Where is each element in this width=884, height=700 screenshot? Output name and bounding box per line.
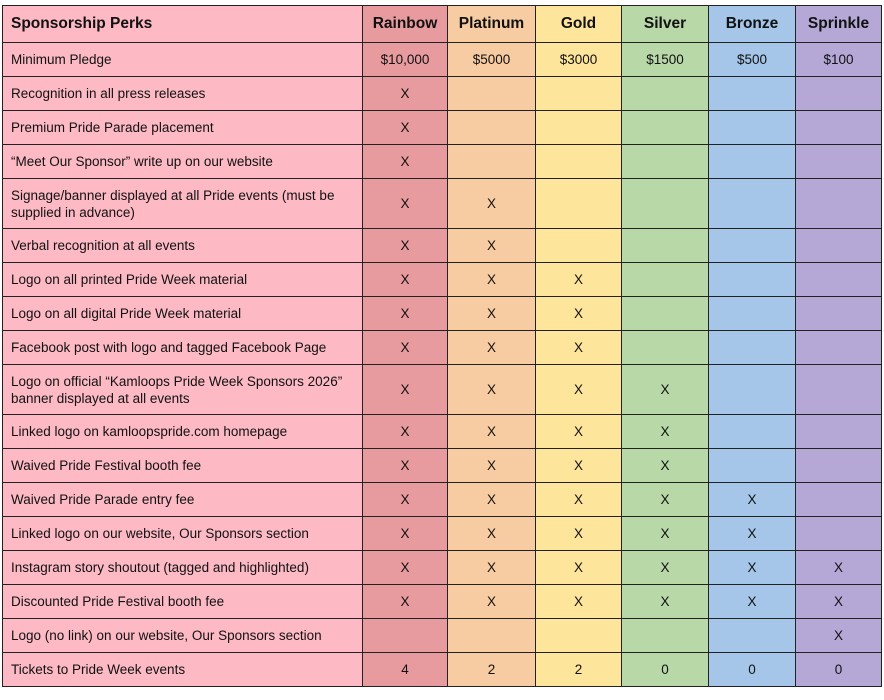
header-row	[3, 6, 882, 43]
table-row	[3, 331, 882, 365]
table-row	[3, 551, 882, 585]
perk-label: Recognition in all press releases	[3, 77, 363, 111]
tier-cell-platinum: X	[448, 331, 536, 365]
tier-cell-bronze: X	[709, 517, 796, 551]
table-row	[3, 585, 882, 619]
tier-cell-sprinkle: X	[796, 585, 882, 619]
tier-cell-sprinkle	[796, 483, 882, 517]
tier-cell-bronze: $500	[709, 43, 796, 77]
tier-cell-gold: X	[536, 365, 622, 415]
tier-cell-gold	[536, 77, 622, 111]
table-row	[3, 297, 882, 331]
tier-cell-rainbow: X	[363, 179, 448, 229]
tier-cell-sprinkle	[796, 297, 882, 331]
tier-cell-sprinkle	[796, 449, 882, 483]
tier-cell-silver	[622, 77, 709, 111]
tier-cell-sprinkle	[796, 365, 882, 415]
tier-cell-rainbow: $10,000	[363, 43, 448, 77]
tier-header-gold: Gold	[536, 6, 622, 43]
tier-cell-rainbow: X	[363, 297, 448, 331]
perk-label: Instagram story shoutout (tagged and highlighted)	[3, 551, 363, 585]
table-row	[3, 111, 882, 145]
tier-cell-platinum: X	[448, 483, 536, 517]
tier-cell-gold: X	[536, 517, 622, 551]
tier-cell-sprinkle	[796, 229, 882, 263]
table-row	[3, 449, 882, 483]
tier-cell-rainbow: X	[363, 449, 448, 483]
table-row	[3, 179, 882, 229]
tier-cell-silver: X	[622, 483, 709, 517]
perks-header: Sponsorship Perks	[3, 6, 363, 43]
tier-cell-gold: X	[536, 297, 622, 331]
table-row	[3, 415, 882, 449]
perk-label: Verbal recognition at all events	[3, 229, 363, 263]
perk-label: Logo (no link) on our website, Our Sponsors section	[3, 619, 363, 653]
tier-cell-platinum: X	[448, 229, 536, 263]
tier-header-bronze: Bronze	[709, 6, 796, 43]
tier-cell-platinum: 2	[448, 653, 536, 687]
tier-cell-gold: X	[536, 331, 622, 365]
tier-cell-sprinkle	[796, 179, 882, 229]
table-row	[3, 619, 882, 653]
tier-cell-sprinkle: $100	[796, 43, 882, 77]
sponsorship-table	[2, 5, 882, 687]
tier-cell-gold	[536, 619, 622, 653]
tier-cell-bronze	[709, 263, 796, 297]
tier-cell-sprinkle	[796, 145, 882, 179]
tier-cell-silver: X	[622, 415, 709, 449]
perk-label: Facebook post with logo and tagged Facebook Page	[3, 331, 363, 365]
tier-cell-rainbow: X	[363, 517, 448, 551]
tier-cell-bronze	[709, 297, 796, 331]
tier-cell-platinum	[448, 111, 536, 145]
tier-cell-rainbow: X	[363, 483, 448, 517]
tier-cell-bronze	[709, 365, 796, 415]
tier-cell-platinum: X	[448, 179, 536, 229]
tier-cell-bronze	[709, 229, 796, 263]
tier-header-silver: Silver	[622, 6, 709, 43]
tier-cell-sprinkle: X	[796, 619, 882, 653]
tier-cell-rainbow: X	[363, 77, 448, 111]
tier-cell-bronze: X	[709, 483, 796, 517]
tier-cell-silver	[622, 145, 709, 179]
tier-cell-silver	[622, 229, 709, 263]
tier-cell-rainbow	[363, 619, 448, 653]
table-row	[3, 263, 882, 297]
tier-cell-silver: $1500	[622, 43, 709, 77]
tier-cell-rainbow: X	[363, 331, 448, 365]
tier-cell-gold: X	[536, 449, 622, 483]
tier-cell-silver: X	[622, 517, 709, 551]
tier-cell-gold: X	[536, 263, 622, 297]
tier-cell-gold: $3000	[536, 43, 622, 77]
tier-cell-rainbow: X	[363, 585, 448, 619]
perk-label: Logo on all digital Pride Week material	[3, 297, 363, 331]
tier-cell-silver	[622, 297, 709, 331]
tier-cell-silver	[622, 331, 709, 365]
tier-cell-bronze	[709, 77, 796, 111]
tier-cell-platinum: X	[448, 449, 536, 483]
tier-cell-bronze	[709, 619, 796, 653]
tier-cell-silver	[622, 111, 709, 145]
table-row	[3, 365, 882, 415]
tier-cell-silver: X	[622, 449, 709, 483]
perk-label: Logo on all printed Pride Week material	[3, 263, 363, 297]
table-row	[3, 483, 882, 517]
tier-cell-silver: X	[622, 585, 709, 619]
tier-cell-gold: X	[536, 585, 622, 619]
tier-cell-silver	[622, 263, 709, 297]
tier-cell-silver: 0	[622, 653, 709, 687]
tier-cell-silver	[622, 179, 709, 229]
tier-cell-rainbow: X	[363, 551, 448, 585]
tier-cell-silver	[622, 619, 709, 653]
tier-cell-silver: X	[622, 365, 709, 415]
perk-label: Linked logo on our website, Our Sponsors section	[3, 517, 363, 551]
tier-cell-gold: 2	[536, 653, 622, 687]
tier-cell-sprinkle	[796, 263, 882, 297]
table-row	[3, 653, 882, 687]
tier-cell-bronze: X	[709, 551, 796, 585]
tier-cell-bronze: 0	[709, 653, 796, 687]
tier-cell-rainbow: 4	[363, 653, 448, 687]
perk-label: “Meet Our Sponsor” write up on our website	[3, 145, 363, 179]
tier-cell-gold	[536, 179, 622, 229]
tier-header-rainbow: Rainbow	[363, 6, 448, 43]
perk-label: Waived Pride Parade entry fee	[3, 483, 363, 517]
perk-label: Linked logo on kamloopspride.com homepage	[3, 415, 363, 449]
tier-header-platinum: Platinum	[448, 6, 536, 43]
tier-cell-gold: X	[536, 415, 622, 449]
tier-cell-bronze	[709, 111, 796, 145]
tier-cell-platinum: $5000	[448, 43, 536, 77]
tier-header-sprinkle: Sprinkle	[796, 6, 882, 43]
tier-cell-gold	[536, 111, 622, 145]
tier-cell-platinum	[448, 145, 536, 179]
tier-cell-silver: X	[622, 551, 709, 585]
table-row	[3, 517, 882, 551]
tier-cell-platinum	[448, 77, 536, 111]
tier-cell-sprinkle	[796, 77, 882, 111]
perk-label: Minimum Pledge	[3, 43, 363, 77]
tier-cell-bronze	[709, 415, 796, 449]
tier-cell-rainbow: X	[363, 263, 448, 297]
tier-cell-bronze: X	[709, 585, 796, 619]
tier-cell-sprinkle	[796, 415, 882, 449]
tier-cell-platinum: X	[448, 365, 536, 415]
perk-label: Signage/banner displayed at all Pride events (must be supplied in advance)	[3, 179, 363, 229]
tier-cell-bronze	[709, 331, 796, 365]
tier-cell-gold: X	[536, 551, 622, 585]
table-row	[3, 145, 882, 179]
tier-cell-sprinkle: 0	[796, 653, 882, 687]
tier-cell-rainbow: X	[363, 111, 448, 145]
tier-cell-bronze	[709, 179, 796, 229]
tier-cell-rainbow: X	[363, 145, 448, 179]
tier-cell-platinum: X	[448, 585, 536, 619]
tier-cell-platinum: X	[448, 551, 536, 585]
perk-label: Tickets to Pride Week events	[3, 653, 363, 687]
perk-label: Waived Pride Festival booth fee	[3, 449, 363, 483]
table-row	[3, 229, 882, 263]
table-row	[3, 43, 882, 77]
tier-cell-bronze	[709, 145, 796, 179]
perk-label: Logo on official “Kamloops Pride Week Sponsors 2026” banner displayed at all events	[3, 365, 363, 415]
tier-cell-platinum: X	[448, 517, 536, 551]
tier-cell-sprinkle	[796, 331, 882, 365]
perk-label: Premium Pride Parade placement	[3, 111, 363, 145]
tier-cell-platinum	[448, 619, 536, 653]
tier-cell-gold	[536, 145, 622, 179]
tier-cell-platinum: X	[448, 297, 536, 331]
tier-cell-sprinkle: X	[796, 551, 882, 585]
tier-cell-bronze	[709, 449, 796, 483]
tier-cell-gold: X	[536, 483, 622, 517]
tier-cell-rainbow: X	[363, 229, 448, 263]
tier-cell-rainbow: X	[363, 365, 448, 415]
tier-cell-sprinkle	[796, 111, 882, 145]
tier-cell-gold	[536, 229, 622, 263]
tier-cell-rainbow: X	[363, 415, 448, 449]
tier-cell-sprinkle	[796, 517, 882, 551]
tier-cell-platinum: X	[448, 263, 536, 297]
tier-cell-platinum: X	[448, 415, 536, 449]
perk-label: Discounted Pride Festival booth fee	[3, 585, 363, 619]
table-row	[3, 77, 882, 111]
